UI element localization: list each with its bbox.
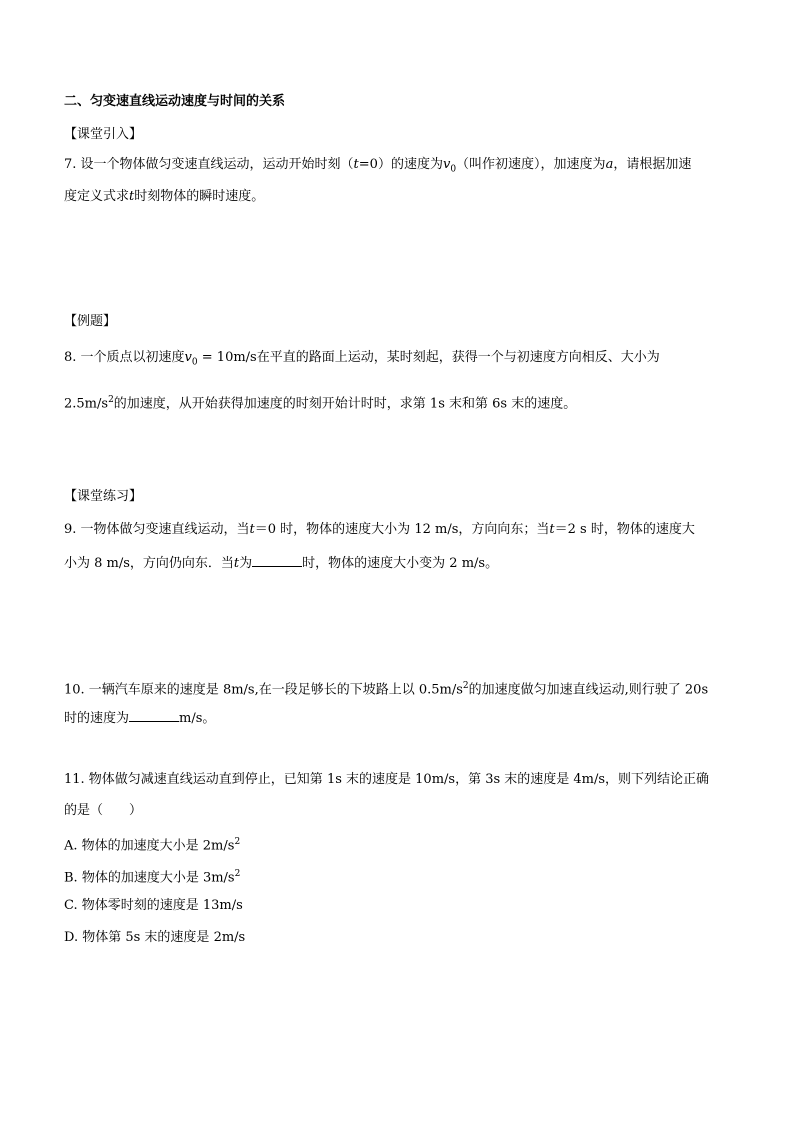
q8-sub: 0 — [191, 357, 198, 368]
q9-var-t: t — [549, 522, 555, 537]
q11-option-c[interactable] — [64, 896, 243, 916]
q10-text: 时的速度为 — [64, 711, 130, 726]
q7-text: =0）的速度为 — [358, 157, 443, 172]
q9-text: ＝0 时，物体的速度大小为 12 m/s，方向向东；当 — [254, 522, 550, 537]
q10-line-2 — [64, 707, 215, 729]
q7-line-2 — [64, 187, 264, 207]
q11-option-a-sup: 2 — [234, 837, 241, 847]
q11-option-d-text: D. 物体第 5s 末的速度是 2m/s — [64, 930, 246, 945]
q10-text: m/s。 — [179, 711, 216, 726]
section-title: 二、匀变速直线运动速度与时间的关系 — [64, 94, 286, 109]
q11-line-2: 的是（ ） — [64, 803, 143, 818]
q10-sup: 2 — [462, 681, 469, 691]
q10-text: 10. 一辆汽车原来的速度是 8m/s,在一段足够长的下坡路上以 0.5m/s — [64, 682, 463, 698]
q8-eq: = 10m/s — [197, 350, 257, 365]
q8-line-1 — [64, 348, 660, 373]
q7-var-t: t — [129, 189, 135, 204]
q8-text: 8. 一个质点以初速度 — [64, 350, 185, 365]
q7-sub: 0 — [450, 164, 457, 175]
q11-option-b-text: B. 物体的加速度大小是 3m/s — [64, 870, 235, 886]
q9-text: 时，物体的速度大小变为 2 m/s。 — [302, 556, 499, 571]
q11-option-b[interactable] — [64, 864, 240, 888]
q11-option-b-sup: 2 — [234, 869, 241, 879]
q8-sup: 2 — [108, 395, 114, 405]
q11-option-c-text: C. 物体零时刻的速度是 13m/s — [64, 898, 243, 913]
q7-var-v: v — [442, 157, 451, 172]
q9-text: 为 — [239, 556, 253, 571]
q7-line-1 — [64, 155, 691, 180]
q8-var-v: v — [184, 350, 192, 365]
q11-option-a-text: A. 物体的加速度大小是 2m/s — [64, 838, 235, 854]
q11-line-1: 11. 物体做匀减速直线运动直到停止，已知第 1s 末的速度是 10m/s，第 3s 末的速度是 4m/s，则下列结论正确 — [64, 772, 710, 787]
q11-option-a[interactable] — [64, 832, 240, 856]
q8-text: 的加速度，从开始获得加速度的时刻开始计时时，求第 1s 末和第 6s 末的速度。 — [113, 396, 577, 412]
intro-label: 【课堂引入】 — [64, 127, 143, 142]
q8-line-2 — [64, 390, 576, 414]
q11-option-d[interactable] — [64, 928, 245, 948]
q9-line-1 — [64, 520, 695, 540]
q8-value: 2.5m/s — [64, 396, 109, 412]
q7-text: ，请根据加速 — [613, 157, 692, 172]
q9-line-2 — [64, 552, 498, 574]
q9-text: 9. 一物体做匀变速直线运动，当 — [64, 522, 250, 537]
example-label: 【例题】 — [64, 314, 117, 329]
q9-var-t: t — [233, 556, 240, 571]
q7-text: （叫作初速度），加速度为 — [456, 157, 606, 172]
q9-text: ＝2 s 时，物体的速度大 — [554, 522, 695, 537]
q10-answer-blank[interactable] — [129, 707, 179, 722]
q10-text: 的加速度做匀加速直线运动,则行驶了 20s — [468, 682, 709, 698]
q7-var-t: t — [353, 157, 359, 172]
q7-text: 度定义式求 — [64, 189, 130, 204]
q7-text: 7. 设一个物体做匀变速直线运动，运动开始时刻（ — [64, 157, 354, 172]
q8-text: 在平直的路面上运动，某时刻起，获得一个与初速度方向相反、大小为 — [256, 350, 660, 365]
q9-var-t: t — [249, 522, 255, 537]
q7-text: 时刻物体的瞬时速度。 — [134, 189, 265, 204]
q10-line-1 — [64, 676, 708, 700]
q9-text: 小为 8 m/s，方向仍向东．当 — [64, 556, 234, 571]
practice-label: 【课堂练习】 — [64, 489, 143, 504]
q7-var-a: a — [605, 157, 614, 172]
q9-answer-blank[interactable] — [252, 552, 302, 567]
